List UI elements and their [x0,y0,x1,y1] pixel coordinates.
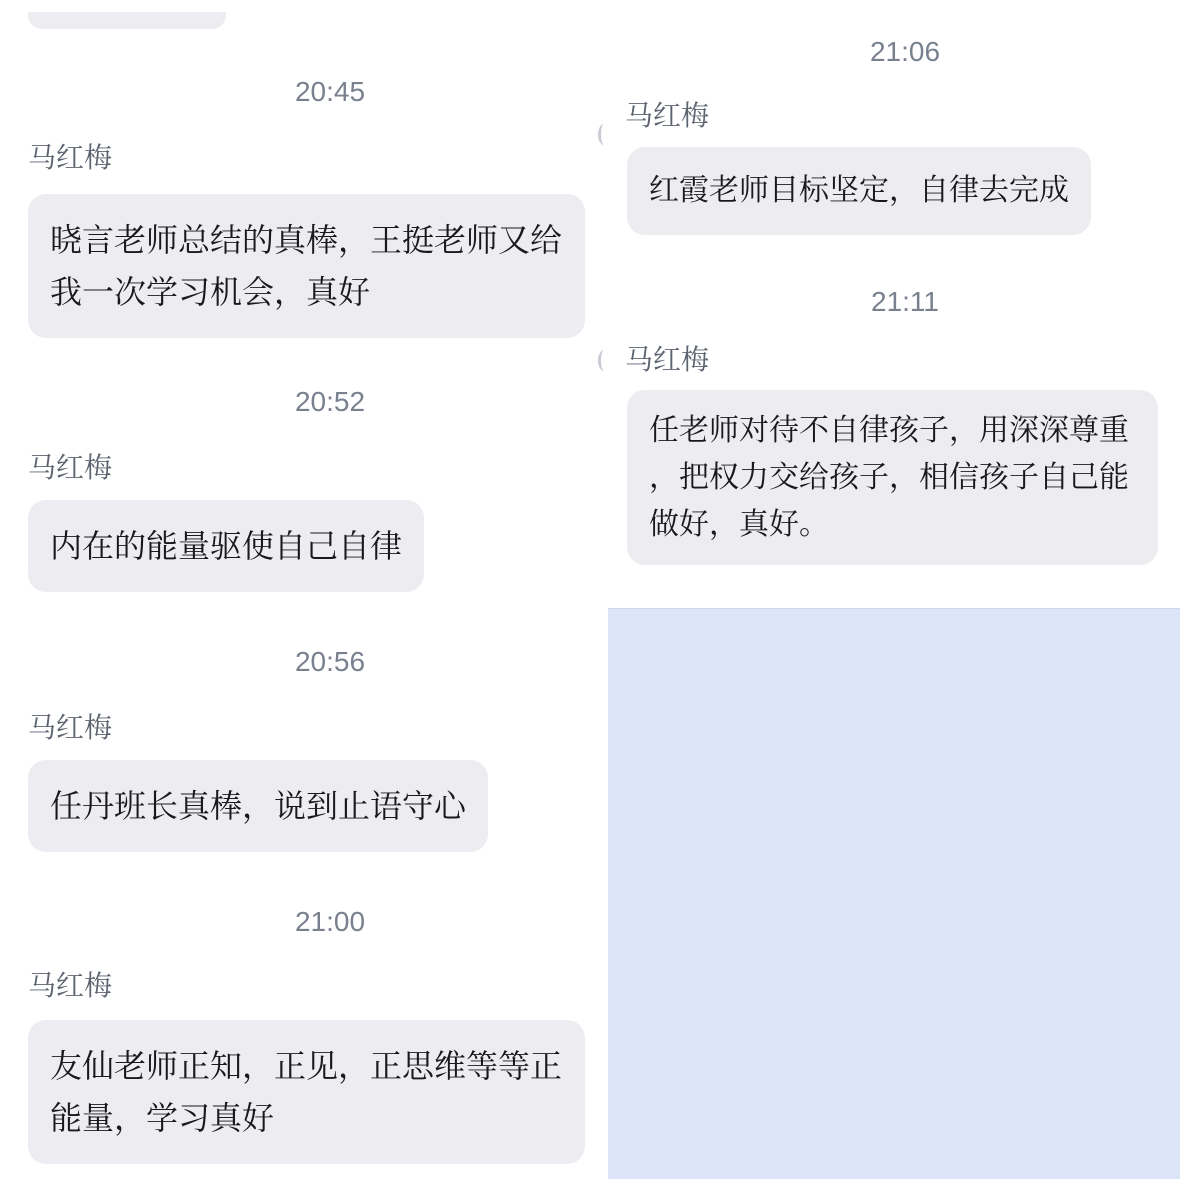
timestamp: 20:52 [294,386,366,417]
message-bubble[interactable]: 任丹班长真棒，说到止语守心 [28,760,488,852]
message-bubble[interactable]: 内在的能量驱使自己自律 [28,500,424,592]
timestamp: 21:06 [869,36,941,67]
timestamp: 20:45 [294,76,366,107]
sender-name: 马红梅 [28,712,113,743]
sender-name: 马红梅 [28,970,113,1001]
sender-name: 马红梅 [625,100,710,131]
message-bubble[interactable]: 友仙老师正知，正见，正思维等等正能量，学习真好 [28,1020,585,1164]
avatar-edge-fragment [598,350,610,371]
timestamp: 20:56 [294,646,366,677]
avatar-edge-fragment [598,124,610,145]
partial-message-bubble [28,12,226,29]
timestamp: 21:11 [871,286,939,317]
timestamp: 21:00 [294,906,366,937]
message-bubble[interactable]: 任老师对待不自律孩子，用深深尊重，把权力交给孩子，相信孩子自己能做好，真好。 [627,390,1158,565]
sender-name: 马红梅 [625,344,710,375]
sender-name: 马红梅 [28,452,113,483]
message-bubble[interactable]: 红霞老师目标坚定，自律去完成 [627,147,1091,235]
message-bubble[interactable]: 晓言老师总结的真棒，王挺老师又给我一次学习机会，真好 [28,194,585,338]
empty-chat-panel [608,608,1180,1179]
sender-name: 马红梅 [28,142,113,173]
